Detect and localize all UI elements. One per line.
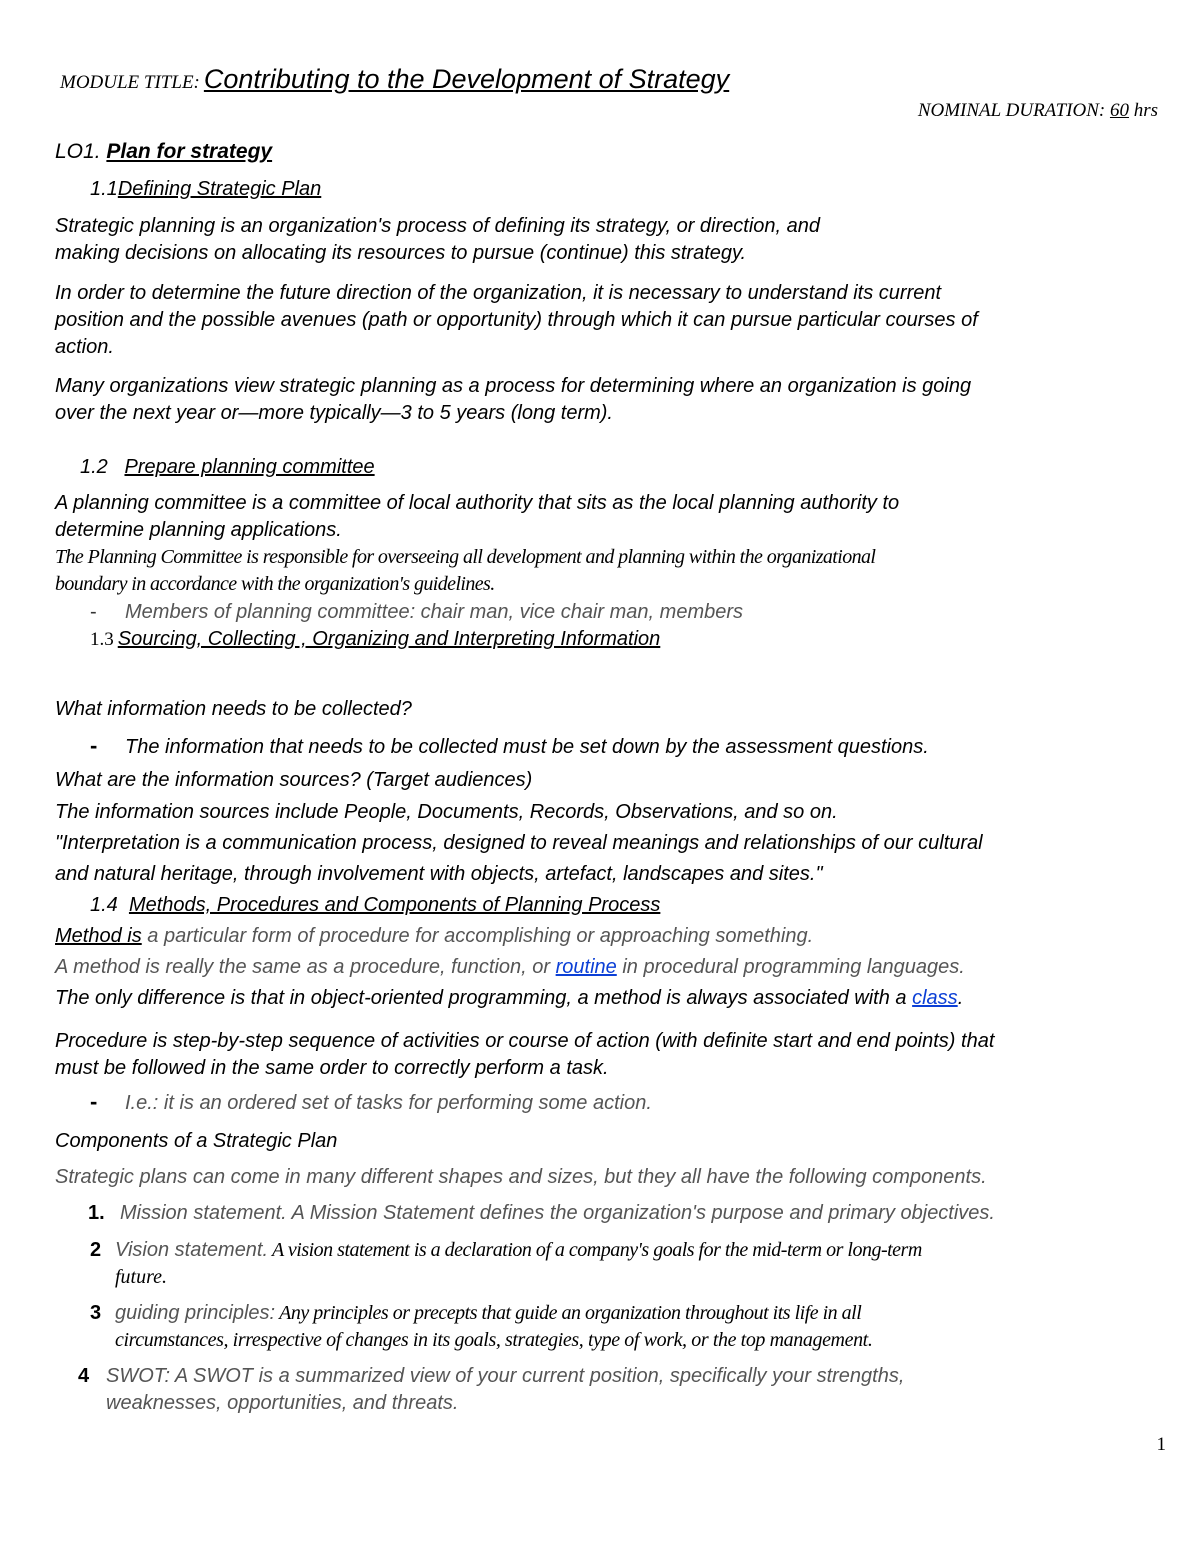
lo1-title: Plan for strategy: [106, 140, 273, 163]
procedure-definition: Procedure is step-by-step sequence of activities or course of action (with definite start and end points) that: [55, 1030, 995, 1052]
paragraph: A planning committee is a committee of local authority that sits as the local planning authority to: [55, 492, 900, 514]
section-1-1-heading: [90, 178, 321, 201]
question: What information needs to be collected?: [55, 698, 412, 720]
paragraph: boundary in accordance with the organization's guidelines.: [55, 573, 495, 595]
section-title: Defining Strategic Plan: [117, 178, 322, 200]
paragraph: action.: [55, 336, 114, 358]
section-number: 1.4: [90, 894, 118, 916]
list-item: [115, 1239, 922, 1262]
bullet-dash: -: [90, 1089, 98, 1114]
quote: and natural heritage, through involvement with objects, artefact, landscapes and sites.": [55, 863, 823, 885]
page-number: 1: [1156, 1434, 1166, 1455]
section-1-2-heading: [80, 456, 375, 479]
list-item-label: guiding principles:: [115, 1302, 276, 1324]
module-title: Contributing to the Development of Strategy: [203, 64, 730, 94]
bullet-dash: -: [90, 601, 97, 623]
routine-link[interactable]: routine: [555, 956, 617, 978]
paragraph: determine planning applications.: [55, 519, 342, 541]
section-title: Prepare planning committee: [124, 456, 375, 478]
question: What are the information sources? (Target audiences): [55, 769, 533, 791]
answer: The information sources include People, Documents, Records, Observations, and so on.: [55, 801, 838, 823]
paragraph: Many organizations view strategic planning as a process for determining where an organization is going: [55, 375, 972, 397]
components-intro: Strategic plans can come in many different shapes and sizes, but they all have the following components.: [55, 1166, 987, 1188]
procedure-definition: must be followed in the same order to correctly perform a task.: [55, 1057, 609, 1079]
text: .: [957, 987, 964, 1009]
list-number: 2: [90, 1239, 102, 1261]
section-1-3-heading: [90, 628, 660, 651]
lo1-prefix: LO1.: [55, 140, 101, 163]
module-title-label: MODULE TITLE:: [60, 72, 200, 93]
section-number: 1.2: [80, 456, 108, 478]
paragraph: position and the possible avenues (path or opportunity) through which it can pursue particular courses of: [55, 309, 978, 331]
list-item-definition: circumstances, irrespective of changes in its goals, strategies, type of work, or the top management.: [115, 1329, 873, 1351]
duration-label: NOMINAL DURATION:: [917, 100, 1106, 121]
list-number: 3: [90, 1302, 102, 1324]
paragraph: The Planning Committee is responsible for overseeing all development and planning within the organizational: [55, 546, 876, 568]
bullet-item: I.e.: it is an ordered set of tasks for performing some action.: [125, 1092, 652, 1114]
section-number: 1.3: [90, 629, 114, 650]
class-link[interactable]: class: [912, 987, 958, 1009]
method-def: a particular form of procedure for accomplishing or approaching something.: [141, 925, 814, 947]
text: in procedural programming languages.: [616, 956, 965, 978]
quote: "Interpretation is a communication process, designed to reveal meanings and relationships of our cultural: [55, 832, 983, 854]
section-title: Sourcing, Collecting , Organizing and Interpreting Information: [117, 628, 661, 650]
paragraph: In order to determine the future direction of the organization, it is necessary to understand its current: [55, 282, 942, 304]
paragraph: Strategic planning is an organization's process of defining its strategy, or direction, and: [55, 215, 820, 237]
list-item: [115, 1302, 861, 1325]
list-item-definition: Any principles or precepts that guide an organization throughout its life in all: [279, 1302, 862, 1324]
section-title: Methods, Procedures and Components of Planning Process: [128, 894, 661, 916]
list-item-definition: A vision statement is a declaration of a company's goals for the mid-term or long-term: [272, 1239, 922, 1261]
list-item-label: Vision statement.: [115, 1239, 269, 1261]
method-definition: [55, 925, 813, 948]
section-1-4-heading: [90, 894, 660, 917]
components-heading: Components of a Strategic Plan: [55, 1130, 338, 1152]
paragraph: making decisions on allocating its resources to pursue (continue) this strategy.: [55, 242, 747, 264]
list-item: weaknesses, opportunities, and threats.: [106, 1392, 459, 1414]
answer: The information that needs to be collected must be set down by the assessment questions.: [125, 736, 929, 758]
bullet-dash: -: [90, 733, 98, 758]
method-term: Method is: [55, 925, 142, 947]
lo1-heading: [55, 140, 272, 164]
method-note: [55, 956, 965, 979]
method-note: [55, 987, 963, 1010]
list-item-definition: future.: [115, 1266, 168, 1288]
list-number: 4: [78, 1365, 90, 1387]
bullet-item: Members of planning committee: chair man, vice chair man, members: [125, 601, 744, 623]
duration-value: 60: [1109, 100, 1129, 121]
text: A method is really the same as a procedure, function, or: [55, 956, 556, 978]
duration-unit: hrs: [1133, 100, 1158, 121]
list-item: SWOT: A SWOT is a summarized view of your current position, specifically your strengths,: [106, 1365, 905, 1387]
module-title-line: [60, 64, 729, 95]
list-item: Mission statement. A Mission Statement defines the organization's purpose and primary objectives.: [120, 1202, 995, 1224]
text: The only difference is that in object-oriented programming, a method is always associated with a: [55, 987, 913, 1009]
list-number: 1.: [88, 1202, 105, 1224]
paragraph: over the next year or—more typically—3 to 5 years (long term).: [55, 402, 613, 424]
nominal-duration: [918, 100, 1158, 122]
section-number: 1.1: [90, 178, 118, 200]
